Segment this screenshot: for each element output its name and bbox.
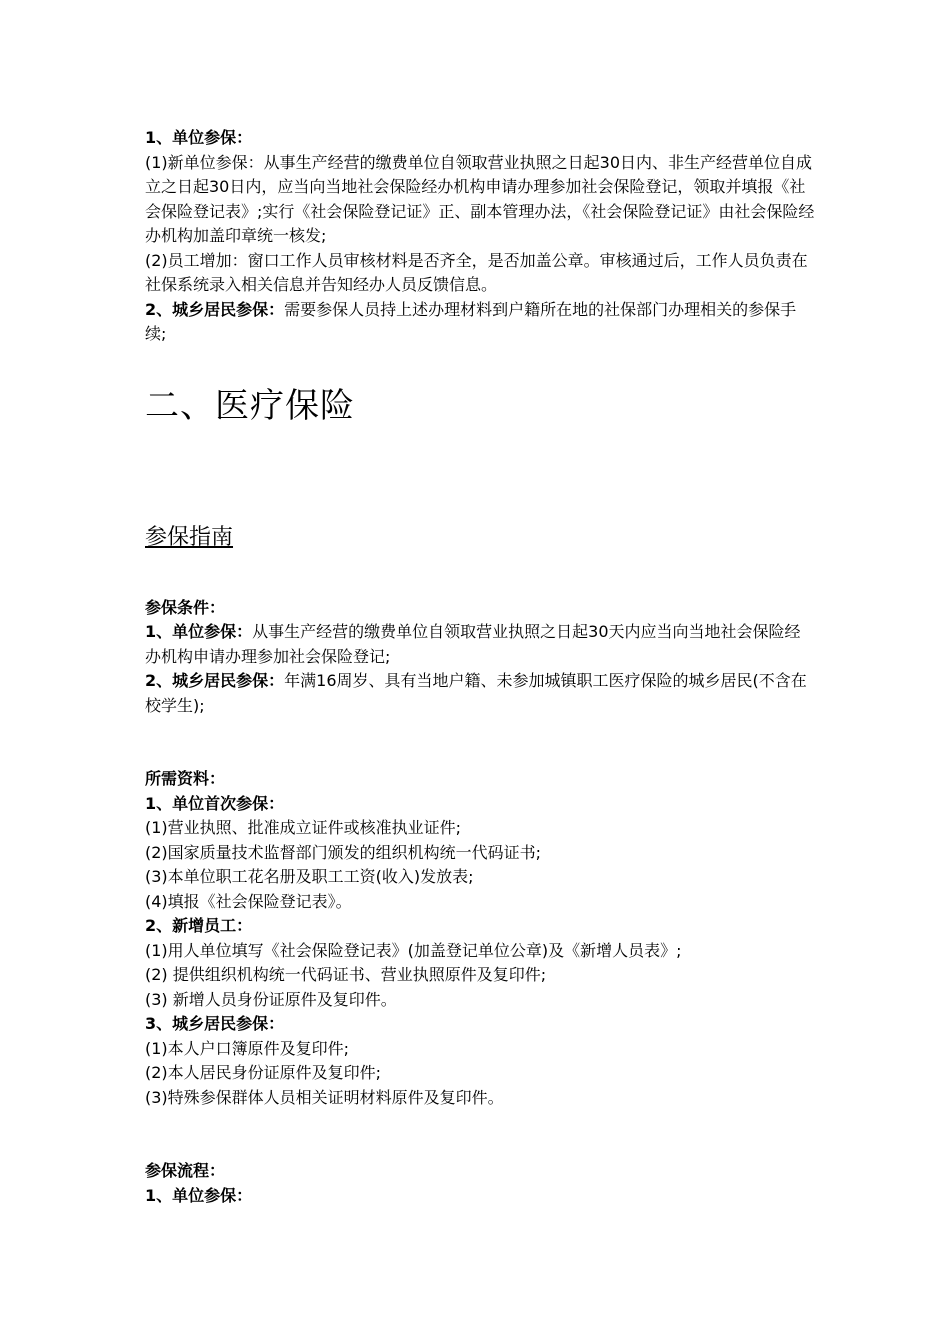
process-block [145, 1159, 815, 1208]
list-item: (1)本人户口簿原件及复印件; [145, 1038, 350, 1058]
list-item: (1)用人单位填写《社会保险登记表》(加盖登记单位公章)及《新增人员表》; [145, 940, 682, 960]
materials-first-heading: 1、单位首次参保： [145, 793, 285, 813]
top-urban-paragraph: 2、城乡居民参保：需要参保人员持上述办理材料到户籍所在地的社保部门办理相关的参保手续; [145, 299, 797, 343]
list-item: (3) 新增人员身份证原件及复印件。 [145, 989, 397, 1009]
list-item: (4)填报《社会保险登记表》。 [145, 891, 352, 911]
conditions-urban: 2、城乡居民参保：年满16周岁、具有当地户籍、未参加城镇职工医疗保险的城乡居民(不含在校学生); [145, 671, 807, 715]
process-unit-heading: 1、单位参保： [145, 1185, 253, 1205]
materials-new-heading: 2、新增员工： [145, 916, 253, 935]
materials-heading: 所需资料： [145, 769, 226, 788]
process-heading: 参保流程： [145, 1161, 226, 1180]
top-staff-increase-paragraph: (2)员工增加：窗口工作人员审核材料是否齐全，是否加盖公章。审核通过后，工作人员负责在社保系统录入相关信息并告知经办人员反馈信息。 [145, 250, 808, 294]
list-item: (3)本单位职工花名册及职工工资(收入)发放表; [145, 867, 474, 886]
list-item: (1)营业执照、批准成立证件或核准执业证件; [145, 818, 462, 837]
section-title: 二、医疗保险 [145, 385, 355, 426]
conditions-heading: 参保条件： [145, 597, 226, 617]
top-unit-heading: 1、单位参保： [145, 128, 253, 147]
top-new-unit-paragraph: (1)新单位参保：从事生产经营的缴费单位自领取营业执照之日起30日内、非生产经营单位自成立之日起30日内，应当向当地社会保险经办机构申请办理参加社会保险登记，领取并填报《社会保险登记表》;实行《社会保险登记证》正、副本管理办法，《社会保险登记证》由社会保险经办机构加盖印章统一核发; [145, 152, 815, 245]
conditions-block [145, 596, 815, 719]
materials-block [145, 767, 815, 1110]
conditions-unit: 1、单位参保：从事生产经营的缴费单位自领取营业执照之日起30天内应当向当地社会保险经办机构申请办理参加社会保险登记; [145, 622, 801, 666]
list-item: (2)国家质量技术监督部门颁发的组织机构统一代码证书; [145, 842, 542, 862]
document-content [145, 126, 815, 1208]
materials-urban-heading: 3、城乡居民参保： [145, 1014, 285, 1033]
list-item: (2) 提供组织机构统一代码证书、营业执照原件及复印件; [145, 965, 547, 984]
list-item: (3)特殊参保群体人员相关证明材料原件及复印件。 [145, 1087, 504, 1107]
guide-title: 参保指南 [145, 524, 234, 550]
list-item: (2)本人居民身份证原件及复印件; [145, 1063, 382, 1082]
